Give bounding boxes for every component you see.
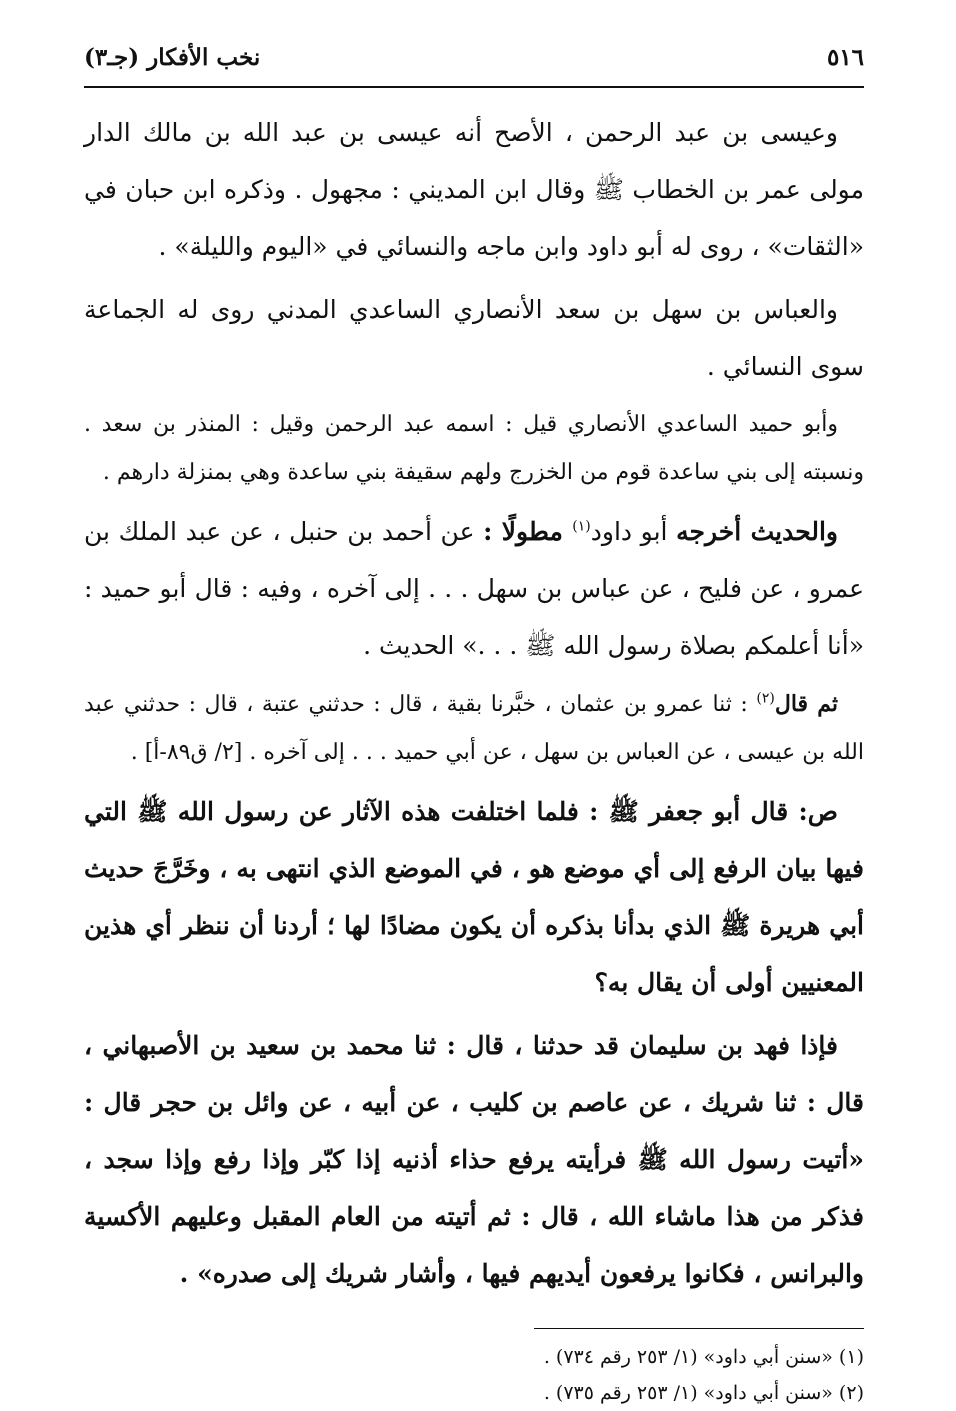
second-chain-text: : ثنا عمرو بن عثمان ، خبَّرنا بقية ، قال : حدثني عتبة ، قال : حدثني عبد الله بن عيسى ، عن العباس بن سهل ، عن أبي حميد . . . إلى آخره . [٢/ ق٨٩-أ] .: [84, 692, 864, 765]
footnote-2: (٢) «سنن أبي داود» (١/ ٢٥٣ رقم ٧٣٥) .: [543, 1382, 864, 1404]
paragraph-second-chain: [84, 680, 864, 777]
paragraph-hadith-source: [84, 503, 864, 674]
book-page: [84, 38, 864, 1411]
running-header: [84, 38, 864, 78]
footnote-ref-1: (١): [572, 518, 591, 535]
source-lead-qualifier: مطولًا :: [483, 517, 573, 546]
footnote-rule: [534, 1328, 864, 1329]
book-title: نخب الأفكار (جـ٣): [84, 44, 261, 71]
second-chain-label: ثم قال: [774, 691, 838, 717]
paragraph-narrator-abbas: والعباس بن سهل بن سعد الأنصاري الساعدي المدني روى له الجماعة سوى النسائي .: [84, 295, 864, 381]
footnote-ref-2: (٢): [756, 690, 775, 707]
footnote-1: (١) «سنن أبي داود» (١/ ٢٥٣ رقم ٧٣٤) .: [543, 1346, 864, 1368]
source-text: عن أحمد بن حنبل ، عن عبد الملك بن عمرو ، عن فليح ، عن عباس بن سهل . . . إلى آخره ، وفيه : قال أبو حميد : «أنا أعلمكم بصلاة رسول الله ﷺ . . .» الحديث .: [84, 517, 864, 660]
page-number: ٥١٦: [826, 44, 864, 71]
header-rule: [84, 86, 864, 88]
paragraph-wail-hadith: فإذا فهد بن سليمان قد حدثنا ، قال : ثنا محمد بن سعيد بن الأصبهاني ، قال : ثنا شريك ، عن عاصم بن كليب ، عن أبيه ، عن وائل بن حجر قال : «أتيت رسول الله ﷺ فرأيته يرفع حذاء أذنيه إذا كبّر وإذا رفع وإذا سجد ، فذكر من هذا ماشاء الله ، قال : ثم أتيته من العام المقبل وعليهم الأكسية والبرانس ، فكانوا يرفعون أيديهم فيها ، وأشار شريك إلى صدره» .: [84, 1031, 864, 1288]
paragraph-narrator-isa: وعيسى بن عبد الرحمن ، الأصح أنه عيسى بن عبد الله بن مالك الدار مولى عمر بن الخطاب ﷺ وقال ابن المديني : مجهول . وذكره ابن حبان في «الثقات» ، روى له أبو داود وابن ماجه والنسائي في «اليوم والليلة» .: [84, 118, 864, 261]
source-lead-label: والحديث أخرجه: [676, 517, 838, 546]
source-lead-name: أبو داود: [590, 517, 677, 546]
paragraph-main-text: ص: قال أبو جعفر ﷺ : فلما اختلفت هذه الآثار عن رسول الله ﷺ التي فيها بيان الرفع إلى أي موضع هو ، في الموضع الذي انتهى به ، وخَرَّجَ حديث أبي هريرة ﷺ الذي بدأنا بذكره أن يكون مضادًا لها ؛ أردنا أن ننظر أي هذين المعنيين أولى أن يقال به؟: [84, 797, 864, 997]
paragraph-narrator-abu-humaid: وأبو حميد الساعدي الأنصاري قيل : اسمه عبد الرحمن وقيل : المنذر بن سعد . ونسبته إلى بني ساعدة قوم من الخزرج ولهم سقيفة بني ساعدة وهي بمنزلة دارهم .: [84, 412, 864, 485]
